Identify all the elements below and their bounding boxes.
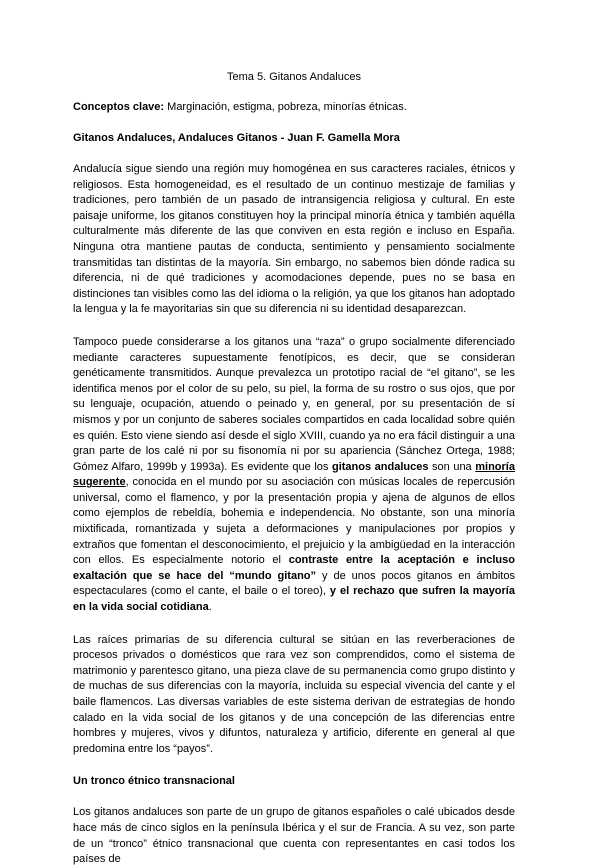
paragraph-2-text: . bbox=[208, 601, 212, 614]
document-title: Tema 5. Gitanos Andaluces bbox=[227, 71, 361, 83]
paragraph-2-text: , conocida en el mundo por su asociación con músicas locales de repercusión universal, como el flamenco, y por la presentación propia y ajena de algunos de ellos como ejemplos de rebeldía, bohemia e independencia. No obstante, son una minoría mixtificada, romantizada y sujeta a deformaciones y manipulaciones por propios y extraños que fomentan el desconocimiento, el prejuicio y la ambigüedad en la interacción con ellos. Es especialmente notorio el bbox=[73, 476, 515, 567]
paragraph-1: Andalucía sigue siendo una región muy homogénea en sus caracteres raciales, étnicos y religiosos. Esta homogeneidad, es el resultado de un continuo mestizaje de familias y tradiciones, pero también de un pasado de intransigencia religiosa y cultural. En este paisaje uniforme, los gitanos constituyen hoy la principal minoría étnica y también aquélla culturalmente más diferente de las que conviven en esta región e incluso en España. Ninguna otra mantiene pautas de conducta, sentimiento y pensamiento socialmente transmitidas tan distintas de la mayoría. Sin embargo, no sabemos bien dónde radica su diferencia, ni de qué tradiciones y acomodaciones depende, pues no se basa en distinciones tan visibles como las del idioma o la religión, ya que los gitanos han adoptado la lengua y la fe mayoritarias sin que su diferencia ni su identidad desaparezcan. bbox=[73, 163, 515, 316]
article-heading: Gitanos Andaluces, Andaluces Gitanos - Juan F. Gamella Mora bbox=[73, 132, 400, 144]
paragraph-2-underlined-text: minoría sugerente bbox=[73, 460, 515, 489]
key-concepts-text: Marginación, estigma, pobreza, minorías étnicas. bbox=[164, 101, 407, 113]
paragraph-2 bbox=[73, 335, 515, 616]
paragraph-2-bold-text: y el rechazo que sufren la mayoría en la vida social cotidiana bbox=[73, 585, 515, 614]
paragraph-2-text: son una bbox=[428, 460, 476, 473]
paragraph-2-bold-text: contraste entre la aceptación e incluso exaltación que se hace del “mundo gitano” bbox=[73, 554, 515, 582]
paragraph-2-text: y de unos pocos gitanos en ámbitos espectaculares (como el cante, el baile o el toreo), bbox=[73, 569, 515, 598]
key-concepts-label: Conceptos clave: bbox=[73, 101, 165, 113]
paragraph-2-text: Tampoco puede considerarse a los gitanos una “raza” o grupo socialmente diferenciado mediante caracteres supuestamente fenotípicos, es decir, que se consideran genéticamente transmitidos. Aunque prevalezca un prototipo racial de “el gitano”, se les identifica menos por el color de su pelo, su piel, la forma de su rostro o sus ojos, que por su lenguaje, ocupación, atuendo o peinado y, en general, por su presentación de sí mismos y por un conjunto de saberes sociales compartidos en cada localidad sobre quién es quién. Esto viene siendo así desde el siglo XVIII, cuando ya no era fácil distinguir a una gran parte de los calé ni por su fisonomía ni por su apariencia (Sánchez Ortega, 1988; Gómez Alfaro, 1999b y 1993a). Es evidente que los bbox=[73, 335, 515, 473]
section-heading: Un tronco étnico transnacional bbox=[73, 775, 235, 788]
paragraph-3: Las raíces primarias de su diferencia cultural se sitúan en las reverberaciones de procesos privados o domésticos que rara vez son comprendidos, como el sistema de matrimonio y parentesco gitano, una pieza clave de su permanencia como grupo distinto y de muchas de sus diferencias con la mayoría, incluida su especial vivencia del cante y el baile flamencos. Las diversas variables de este sistema derivan de estrategias de hondo calado en la vida social de los gitanos y de una concepción de las diferencias entre hombres y mujeres, vivos y difuntos, naturaleza y artificio, diferente en general al que predomina entre los “payos”. bbox=[73, 633, 515, 755]
paragraph-2-bold-text: gitanos andaluces bbox=[331, 460, 429, 473]
key-concepts bbox=[73, 100, 515, 114]
paragraph-4: Los gitanos andaluces son parte de un grupo de gitanos españoles o calé ubicados desde hace más de cinco siglos en la península Ibérica y el sur de Francia. A su vez, son parte de un “tronco” étnico transnacional que cuenta con representantes en casi todos los países de bbox=[73, 806, 515, 866]
